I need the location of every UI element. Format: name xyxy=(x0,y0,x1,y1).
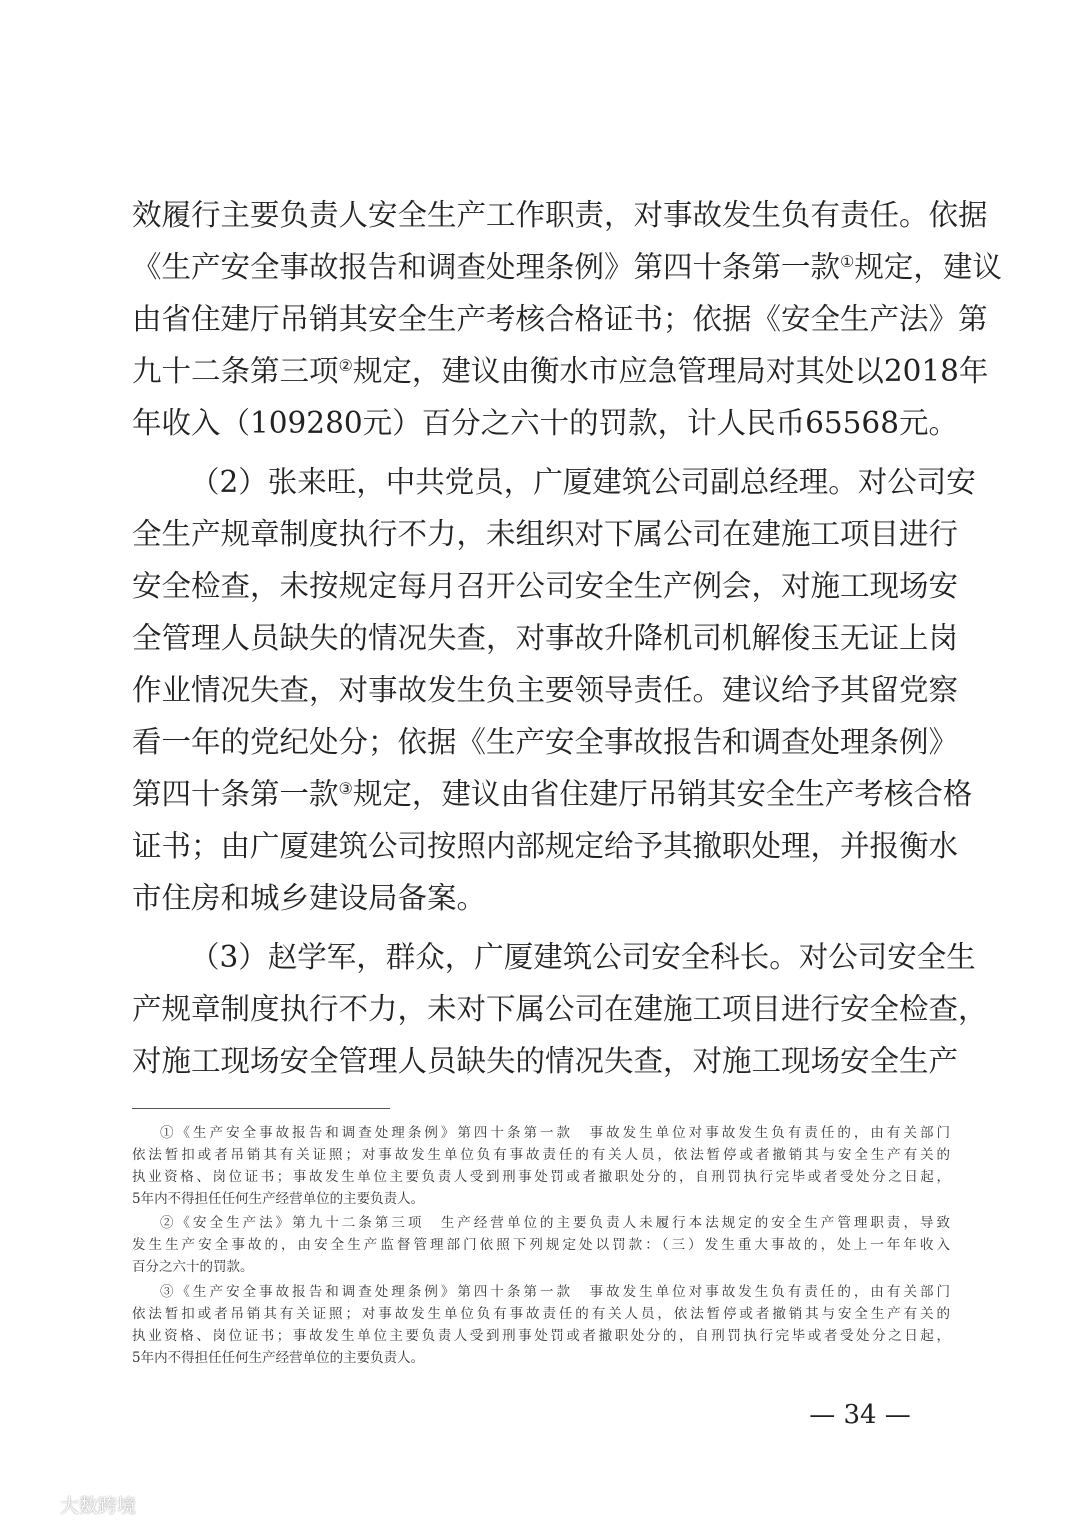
body-line: 全管理人员缺失的情况失查，对事故升降机司机解俊玉无证上岗 xyxy=(132,621,959,655)
footnote-divider xyxy=(132,1108,390,1109)
body-text: 《生产安全事故报告和调查处理条例》第四十条第一款 xyxy=(132,250,841,284)
body-text: 规定，建议由衡水市应急管理局对其处以2018年 xyxy=(352,354,989,388)
footnote-ref-2: ② xyxy=(338,356,353,375)
body-text: 规定，建议由省住建厅吊销其安全生产考核合格 xyxy=(352,777,973,811)
footnote-line: 5年内不得担任任何生产经营单位的主要负责人。 xyxy=(132,1191,425,1207)
body-line xyxy=(132,349,989,393)
footnote-line: 5年内不得担任任何生产经营单位的主要负责人。 xyxy=(132,1350,425,1366)
footnote-line: 发生生产安全事故的，由安全生产监督管理部门依照下列规定处以罚款：（三）发生重大事故的，处上一年年收入 xyxy=(132,1237,950,1253)
footnote-ref-3: ③ xyxy=(338,779,353,798)
footnote-line: 依法暂扣或者吊销其有关证照；对事故发生单位负有事故责任的有关人员，依法暂停或者撤销其与安全生产有关的 xyxy=(132,1306,950,1322)
page-number: — 34 — xyxy=(809,1400,911,1430)
body-line: 由省住建厅吊销其安全生产考核合格证书；依据《安全生产法》第 xyxy=(132,302,988,336)
body-line: 看一年的党纪处分；依据《生产安全事故报告和调查处理条例》 xyxy=(132,725,959,759)
footnote-line: ②《安全生产法》第九十二条第三项 生产经营单位的主要负责人未履行本法规定的安全生产管理职责，导致 xyxy=(160,1215,950,1231)
body-text: 规定，建议 xyxy=(854,250,1002,284)
footnote-line: 执业资格、岗位证书；事故发生单位主要负责人受到刑事处罚或者撤职处分的，自刑罚执行完毕或者受处分之日起， xyxy=(132,1328,950,1344)
footnote-line: 执业资格、岗位证书；事故发生单位主要负责人受到刑事处罚或者撤职处分的，自刑罚执行完毕或者受处分之日起， xyxy=(132,1169,950,1185)
body-line xyxy=(132,772,973,816)
footnote-line: 依法暂扣或者吊销其有关证照；对事故发生单位负有事故责任的有关人员，依法暂停或者撤销其与安全生产有关的 xyxy=(132,1147,950,1163)
body-line: 安全检查，未按规定每月召开公司安全生产例会，对施工现场安 xyxy=(132,569,959,603)
watermark xyxy=(14,1490,136,1518)
body-line: 市住房和城乡建设局备案。 xyxy=(132,881,487,915)
body-line: 年收入（109280元）百分之六十的罚款，计人民币65568元。 xyxy=(132,406,958,440)
footnote-line: 百分之六十的罚款。 xyxy=(132,1259,254,1275)
footnote-ref-1: ① xyxy=(840,252,855,271)
footnote-line: ③《生产安全事故报告和调查处理条例》第四十条第一款 事故发生单位对事故发生负有责任的，由有关部门 xyxy=(160,1284,950,1300)
body-line: 产规章制度执行不力，未对下属公司在建施工项目进行安全检查， xyxy=(132,992,988,1026)
body-line: 作业情况失查，对事故发生负主要领导责任。建议给予其留党察 xyxy=(132,673,959,707)
body-line xyxy=(132,245,1002,289)
body-text: 第四十条第一款 xyxy=(132,777,339,811)
body-line: 全生产规章制度执行不力，未组织对下属公司在建施工项目进行 xyxy=(132,517,959,551)
body-line: 对施工现场安全管理人员缺失的情况失查，对施工现场安全生产 xyxy=(132,1044,959,1078)
body-text: 九十二条第三项 xyxy=(132,354,339,388)
footnote-line: ①《生产安全事故报告和调查处理条例》第四十条第一款 事故发生单位对事故发生负有责任的，由有关部门 xyxy=(160,1125,950,1141)
body-line: 证书；由广厦建筑公司按照内部规定给予其撤职处理，并报衡水 xyxy=(132,829,959,863)
paragraph-start: （2）张来旺，中共党员，广厦建筑公司副总经理。对公司安 xyxy=(190,465,976,499)
watermark-logo-icon xyxy=(14,1493,54,1515)
paragraph-start: （3）赵学军，群众，广厦建筑公司安全科长。对公司安全生 xyxy=(190,940,976,974)
body-line: 效履行主要负责人安全生产工作职责，对事故发生负有责任。依据 xyxy=(132,198,988,232)
watermark-text: 大数跨境 xyxy=(60,1494,137,1517)
